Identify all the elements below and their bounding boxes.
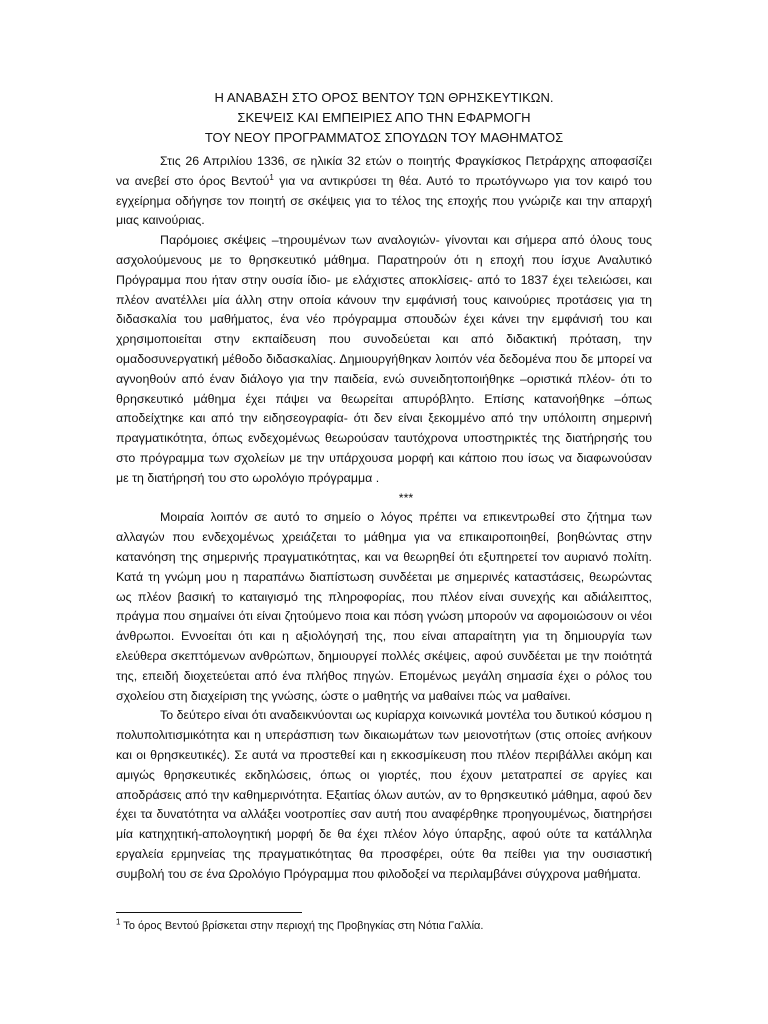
paragraph-1-text-start: Στις 26 Απριλίου 1336, σε ηλικία 32 ετών ο ποιητής Φραγκίσκος Πετράρχης αποφασίζει να ανεβεί στο όρος Βεντού <box>116 154 652 188</box>
title-line-1: Η ΑΝΑΒΑΣΗ ΣΤΟ ΟΡΟΣ ΒΕΝΤΟΥ ΤΩΝ ΘΡΗΣΚΕΥΤΙΚΩΝ. <box>214 90 554 105</box>
footnote <box>116 918 656 934</box>
section-separator: *** <box>398 490 414 505</box>
title-line-2: ΣΚΕΨΕΙΣ ΚΑΙ ΕΜΠΕΙΡΙΕΣ ΑΠΟ ΤΗΝ ΕΦΑΡΜΟΓΗ <box>237 110 531 125</box>
footnote-divider <box>116 912 302 913</box>
paragraph-1-text-end: για να αντικρύσει τη θέα. Αυτό το πρωτόγνωρο για τον καιρό του εγχείρημα οδήγησε τον ποιητή σε σκέψεις για το τέλος της εποχής που γνώριζε και την απαρχή μιας καινούριας. <box>116 173 652 228</box>
paragraph-4: Το δεύτερο είναι ότι αναδεικνύονται ως κυρίαρχα κοινωνικά μοντέλα του δυτικού κόσμου η πολυπολιτισμικότητα και η υπεράσπιση των δικαιωμάτων των μειονοτήτων (στις οποίες ανήκουν και οι θρησκευτικές). Σε αυτά να προστεθεί και η εκκοσμίκευση που πλέον περιβάλλει ακόμη και αμιγώς θρησκευτικές εκδηλώσεις, όπως οι γιορτές, που έχουν μετατραπεί σε αργίες και αποδράσεις από την καθημερινότητα. Εξαιτίας όλων αυτών, αν το θρησκευτικό μάθημα, αφού δεν έχει τα δυνατότητα να αλλάξει νοοτροπίες σαν αυτή που αναφέρθηκε προηγουμένως, διατηρήσει μία κατηχητική-απολογητική μορφή δε θα έχει πλέον λόγο ύπαρξης, αφού ούτε τα κατάλληλα εργαλεία ερμηνείας της πραγματικότητας θα προσφέρει, ούτε θα πείθει για την ουσιαστική συμβολή του σε ένα Ωρολόγιο Πρόγραμμα που φιλοδοξεί να περιλαμβάνει σύγχρονα μαθήματα. <box>116 708 652 881</box>
paragraph-2: Παρόμοιες σκέψεις –τηρουμένων των αναλογιών- γίνονται και σήμερα από όλους τους ασχολούμενους με το θρησκευτικό μάθημα. Παρατηρούν ότι η εποχή που ίσχυε Αναλυτικό Πρόγραμμα που ήταν στην ουσία ίδιο- με ελάχιστες αποκλίσεις- από το 1837 έχει τελειώσει, και πλέον ανατέλλει μία άλλη στην οποία κάνουν την εμφάνισή τους καινούριες προτάσεις για τη διδασκαλία του μαθήματος, ένα νέο πρόγραμμα σπουδών έχει κάνει την εμφάνισή του και χρησιμοποιείται στην εκπαίδευση που συνοδεύεται και από διδακτική πρόταση, την ομαδοσυνεργατική μέθοδο διδασκαλίας. Δημιουργήθηκαν λοιπόν νέα δεδομένα που δε μπορεί να αγνοηθούν από έναν διάλογο για την παιδεία, ενώ συνειδητοποιήθηκε –οριστικά πλέον- ότι το θρησκευτικό μάθημα έχει πάψει να θεωρείται απυρόβλητο. Επίσης κατανοήθηκε –όπως αποδείχτηκε και από την ειδησεογραφία- ότι δεν είναι ξεκομμένο από την υπόλοιπη σημερινή πραγματικότητα, όπως ενδεχομένως θεωρούσαν ταυτόχρονα υποστηρικτές της διατήρησής του στο πρόγραμμα των σχολείων με την υπάρχουσα μορφή και κάποιο που ίσως να διαφωνούσαν με τη διατήρησή του στο ωρολόγιο πρόγραμμα . <box>116 233 652 485</box>
document-body <box>116 152 652 884</box>
document-title <box>100 88 668 148</box>
title-line-3: ΤΟΥ ΝΕΟΥ ΠΡΟΓΡΑΜΜΑΤΟΣ ΣΠΟΥΔΩΝ ΤΟΥ ΜΑΘΗΜΑΤΟΣ <box>204 130 564 145</box>
footnote-reference: 1 <box>269 172 274 182</box>
paragraph-3: Μοιραία λοιπόν σε αυτό το σημείο ο λόγος πρέπει να επικεντρωθεί στο ζήτημα των αλλαγών που ενδεχομένως χρειάζεται το μάθημα για να επικαιροποιηθεί, βοηθώντας στην κατανόηση της σημερινής πραγματικότητας, και να θεωρηθεί ότι εξυπηρετεί τον αυριανό πολίτη. Κατά τη γνώμη μου η παραπάνω διαπίστωση συνδέεται με σημερινές καταστάσεις, θεωρώντας ως πλέον βασική το καταιγισμό της πληροφορίας, που πλέον είναι συνεχής και αδιάλειπτος, πράγμα που σημαίνει ότι είναι ζητούμενο ποια και πόση γνώση μπορούν να αφομοιώσουν οι νέοι άνθρωποι. Εννοείται ότι και η αξιολόγησή της, που είναι απαραίτητη για τη δημιουργία των ελεύθερα σκεπτόμενων ανθρώπων, δημιουργεί πολλές σκέψεις, αφού συνδέεται με την ποιότητά της, επειδή διοχετεύεται από ένα πλήθος πηγών. Επομένως μεγάλη σημασία έχει ο ρόλος του σχολείου στη διαχείριση της γνώσης, ώστε ο μαθητής να μαθαίνει πώς να μαθαίνει. <box>116 510 652 703</box>
footnote-text: Το όρος Βεντού βρίσκεται στην περιοχή της Προβηγκίας στη Νότια Γαλλία. <box>120 920 484 932</box>
footnote-marker: 1 <box>116 917 121 927</box>
paragraph-1 <box>116 152 652 231</box>
